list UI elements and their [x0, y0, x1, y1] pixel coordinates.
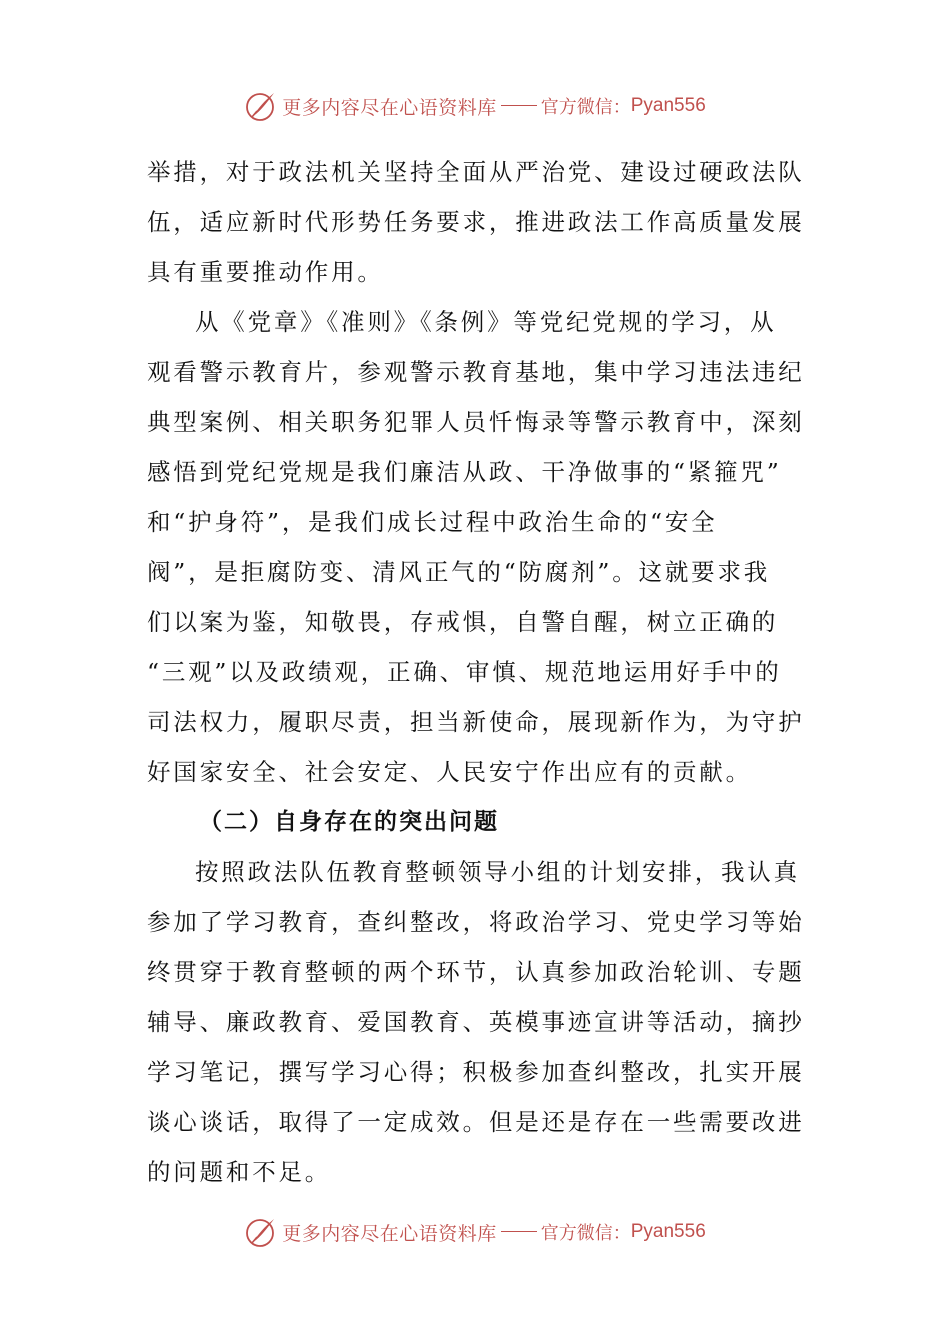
watermark-wechat-label: 官方微信：	[540, 97, 631, 118]
text-line: 司法权力，履职尽责，担当新使命，展现新作为，为守护	[147, 708, 805, 736]
quill-logo-icon	[244, 1215, 278, 1249]
text-line: “三观”以及政绩观，正确、审慎、规范地运用好手中的	[147, 658, 782, 686]
text-line: 典型案例、相关职务犯罪人员忏悔录等警示教育中，深刻	[147, 408, 805, 436]
quill-logo-icon	[244, 89, 278, 123]
watermark-site-text: 更多内容尽在心语资料库	[282, 96, 497, 119]
text-line: 终贯穿于教育整顿的两个环节，认真参加政治轮训、专题	[147, 958, 805, 986]
text-line: 谈心谈话，取得了一定成效。但是还是存在一些需要改进	[147, 1108, 805, 1136]
footer-watermark	[0, 1212, 950, 1252]
watermark-dash	[501, 105, 537, 106]
text-line: 们以案为鉴，知敬畏，存戒惧，自警自醒，树立正确的	[147, 608, 779, 636]
document-body	[147, 147, 805, 1197]
text-line: 和“护身符”，是我们成长过程中政治生命的“安全	[147, 508, 718, 536]
text-line: 感悟到党纪党规是我们廉洁从政、干净做事的“紧箍咒”	[147, 458, 782, 486]
watermark-dash	[501, 1231, 537, 1232]
section-heading: （二）自身存在的突出问题	[199, 809, 499, 835]
header-watermark	[0, 86, 950, 126]
text-line: 举措，对于政法机关坚持全面从严治党、建设过硬政法队	[147, 158, 805, 186]
paragraph-start-line: 按照政法队伍教育整顿领导小组的计划安排，我认真	[195, 858, 800, 886]
text-line: 阀”，是拒腐防变、清风正气的“防腐剂”。这就要求我	[147, 558, 771, 586]
text-line: 观看警示教育片，参观警示教育基地，集中学习违法违纪	[147, 358, 805, 386]
text-line: 具有重要推动作用。	[147, 258, 384, 286]
watermark-wechat-id: Pyan556	[630, 1221, 706, 1242]
text-line: 参加了学习教育，查纠整改，将政治学习、党史学习等始	[147, 908, 805, 936]
watermark-wechat-id: Pyan556	[630, 95, 706, 116]
watermark-wechat-label: 官方微信：	[540, 1223, 631, 1244]
text-line: 好国家安全、社会安定、人民安宁作出应有的贡献。	[147, 758, 752, 786]
text-line: 学习笔记，撰写学习心得；积极参加查纠整改，扎实开展	[147, 1058, 805, 1086]
text-line: 的问题和不足。	[147, 1158, 332, 1186]
watermark-site-text: 更多内容尽在心语资料库	[282, 1222, 497, 1245]
text-line: 辅导、廉政教育、爱国教育、英模事迹宣讲等活动，摘抄	[147, 1008, 805, 1036]
paragraph-start-line: 从《党章》《准则》《条例》等党纪党规的学习，从	[195, 308, 777, 336]
text-line: 伍，适应新时代形势任务要求，推进政法工作高质量发展	[147, 208, 805, 236]
